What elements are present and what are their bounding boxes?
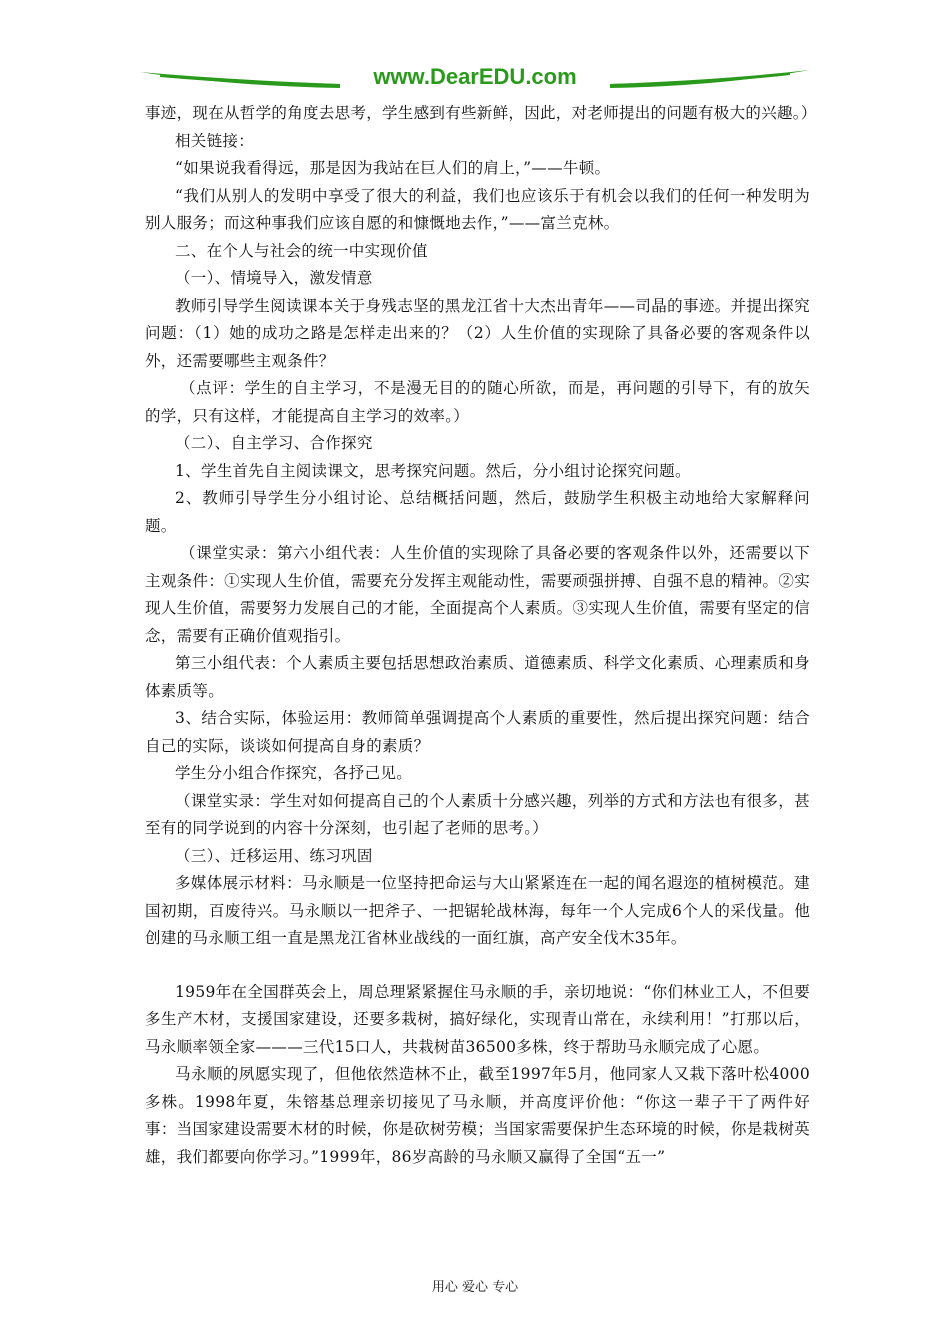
header-swoosh-graphic [140,58,810,98]
paragraph: 第三小组代表：个人素质主要包括思想政治素质、道德素质、科学文化素质、心理素质和身体素质等。 [145,654,810,700]
site-header-banner [140,58,810,98]
quote-franklin: “我们从别人的发明中享受了很大的利益，我们也应该乐于有机会以我们的任何一种发明为别人服务；而这种事我们应该自愿的和慷慨地去作，”——富兰克林。 [145,186,810,232]
classroom-record-paragraph: （课堂实录：学生对如何提高自己的个人素质十分感兴趣，列举的方式和方法也有很多，甚至有的同学说到的内容十分深刻，也引起了老师的思考。） [145,791,810,837]
subsection-heading: （三）、迁移运用、练习巩固 [175,846,373,865]
subsection-heading: （一）、情境导入，激发情意 [175,269,373,287]
site-logo-text: www.DearEDU.com [373,64,577,89]
quote-newton: “如果说我看得远，那是因为我站在巨人们的肩上，”——牛顿。 [175,159,611,177]
material-paragraph: 多媒体展示材料：马永顺是一位坚持把命运与大山紧紧连在一起的闻名遐迩的植树模范。建国初期，百废待兴。马永顺以一把斧子、一把锯轮战林海，每年一个人完成6个人的采伐量。他创建的马永顺工组一直是黑龙江省林业战线的一面红旗，高产安全伐木35年。 [145,874,810,947]
comment-paragraph: （点评：学生的自主学习，不是漫无目的的随心所欲，而是，再问题的引导下，有的放矢的学，只有这样，才能提高自主学习的效率。） [145,379,810,425]
paragraph: 学生分小组合作探究，各抒己见。 [175,764,413,782]
paragraph: 事迹，现在从哲学的角度去思考，学生感到有些新鲜，因此，对老师提出的问题有极大的兴趣。） [145,104,817,122]
related-links-heading: 相关链接： [175,131,255,150]
page-footer: 用心 爱心 专心 [431,1280,519,1295]
classroom-record-paragraph: （课堂实录：第六小组代表：人生价值的实现除了具备必要的客观条件以外，还需要以下主观条件：①实现人生价值，需要充分发挥主观能动性，需要顽强拼搏、自强不息的精神。②实现人生价值，需要努力发展自己的才能，全面提高个人素质。③实现人生价值，需要有坚定的信念，需要有正确价值观指引。 [145,544,810,645]
paragraph-gap [145,953,810,979]
list-item: 3、结合实际，体验运用：教师简单强调提高个人素质的重要性，然后提出探究问题：结合自己的实际，谈谈如何提高自身的素质？ [145,709,810,755]
paragraph: 教师引导学生阅读课本关于身残志坚的黑龙江省十大杰出青年——司晶的事迹。并提出探究问题：（1）她的成功之路是怎样走出来的？（2）人生价值的实现除了具备必要的客观条件以外，还需要哪些主观条件？ [145,296,810,370]
material-paragraph: 马永顺的夙愿实现了，但他依然造林不止，截至1997年5月，他同家人又栽下落叶松4000多株。1998年夏，朱镕基总理亲切接见了马永顺，并高度评价他：“你这一辈子干了两件好事：当国家建设需要木材的时候，你是砍树劳模；当国家需要保护生态环境的时候，你是栽树英雄，我们都要向你学习。”1999年，86岁高龄的马永顺又赢得了全国“五一” [145,1065,810,1166]
section-heading: 二、在个人与社会的统一中实现价值 [175,241,428,260]
document-body [145,100,817,1171]
list-item: 2、教师引导学生分小组讨论、总结概括问题，然后，鼓励学生积极主动地给大家解释问题。 [145,489,810,535]
material-paragraph: 1959年在全国群英会上，周总理紧紧握住马永顺的手，亲切地说：“你们林业工人，不但要多生产木材，支援国家建设，还要多栽树，搞好绿化，实现青山常在，永续利用！”打那以后，马永顺率领全家———三代15口人，共栽树苗36500多株，终于帮助马永顺完成了心愿。 [145,982,810,1056]
subsection-heading: （二）、自主学习、合作探究 [175,434,373,452]
list-item: 1、学生首先自主阅读课文，思考探究问题。然后，分小组讨论探究问题。 [175,461,691,480]
